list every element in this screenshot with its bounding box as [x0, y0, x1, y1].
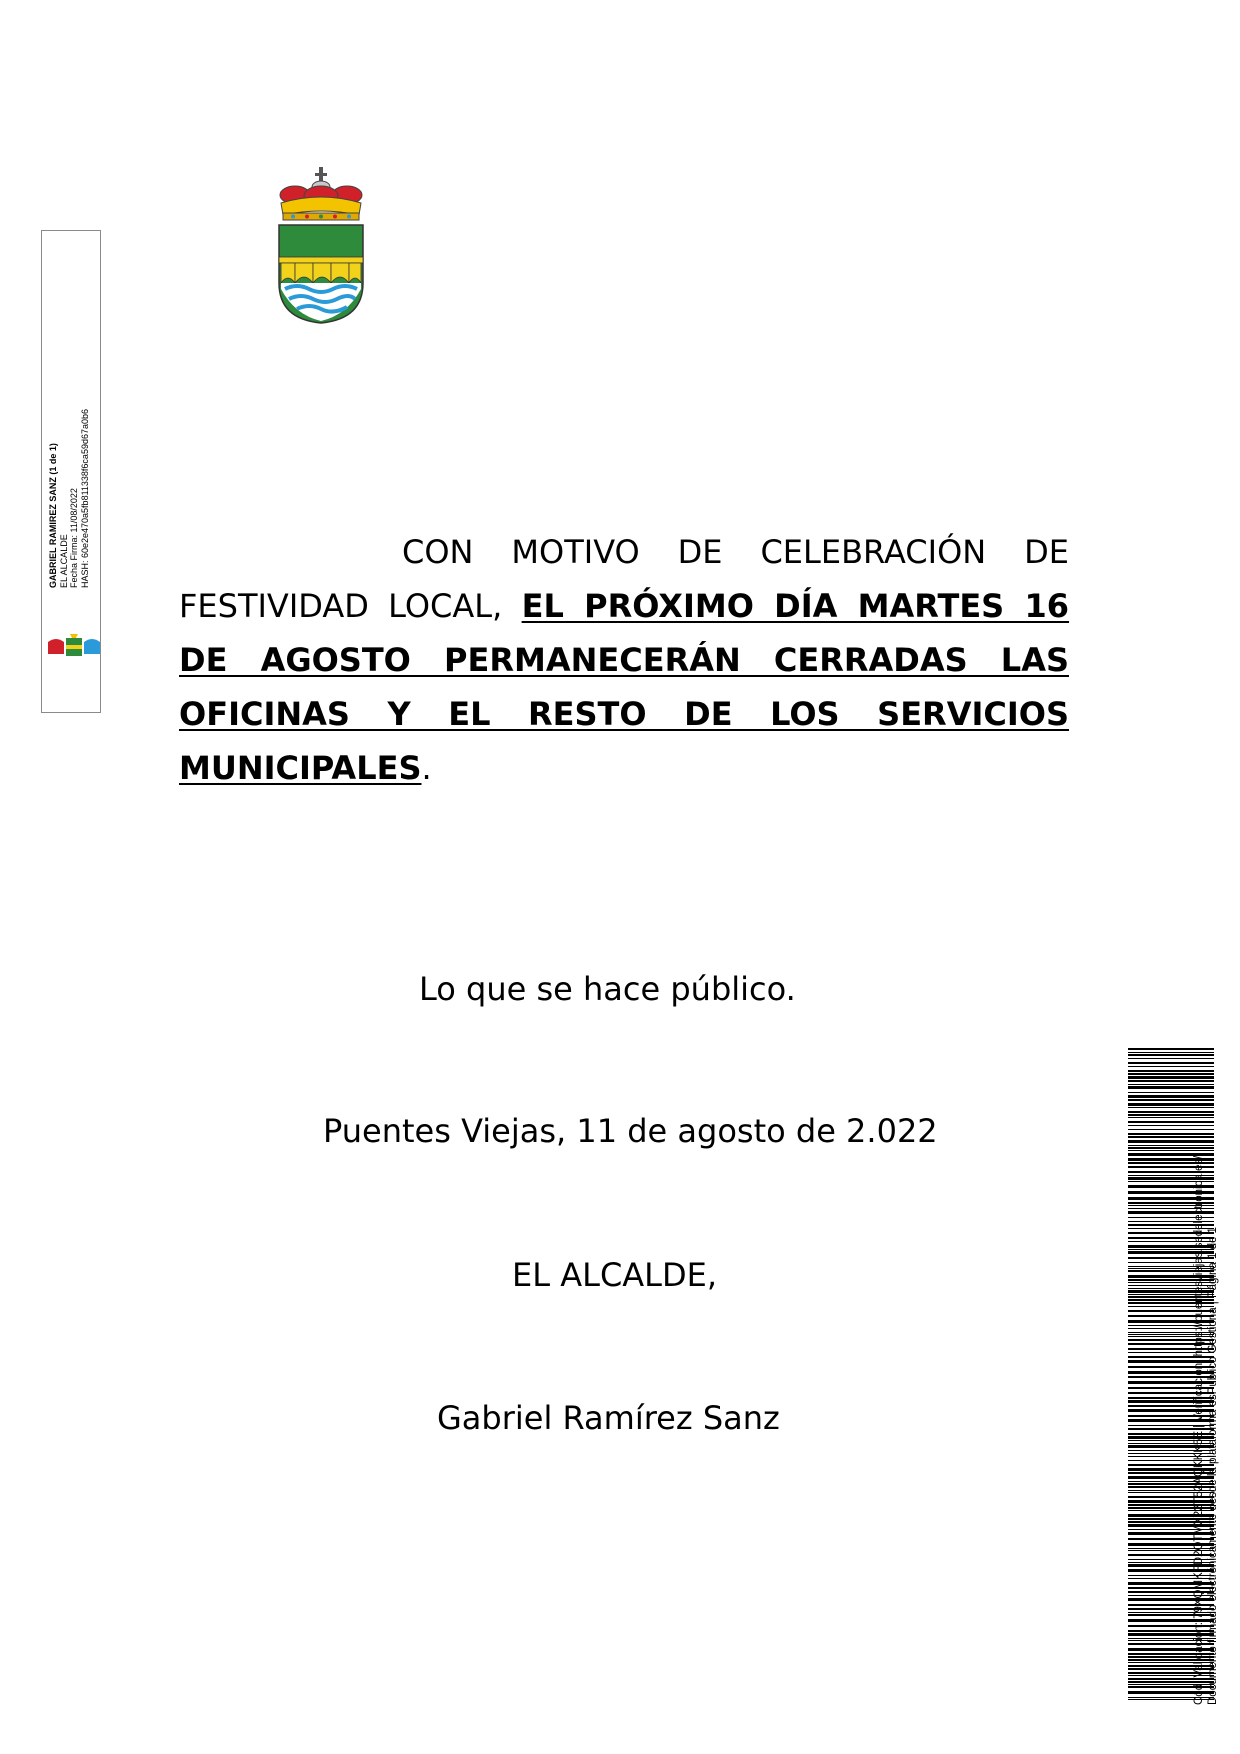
notice-paragraph	[179, 525, 1069, 795]
stamp-logo	[46, 632, 102, 660]
notice-intro: CON MOTIVO DE CELEBRACIÓN DE FESTIVIDAD LOCAL,	[179, 533, 1069, 625]
stamp-date-line: Fecha Firma: 11/08/2022	[69, 488, 79, 588]
small-crest-icon	[48, 634, 100, 656]
closing-line: Lo que se hace público.	[419, 970, 796, 1008]
coat-of-arms-logo	[275, 165, 367, 325]
stamp-signer-line: GABRIEL RAMIREZ SANZ (1 de 1)	[48, 443, 58, 588]
signature-stamp-text	[48, 358, 90, 588]
notice-end: .	[421, 749, 432, 787]
place-date-line: Puentes Viejas, 11 de agosto de 2.022	[323, 1112, 938, 1150]
stamp-role-line: EL ALCALDE	[58, 534, 69, 588]
stamp-hash-line: HASH: 60e2e470a5fb811338f6ca59d67a0b6	[79, 409, 90, 588]
shield-icon	[279, 225, 363, 323]
signer-name: Gabriel Ramírez Sanz	[437, 1399, 780, 1437]
signer-role: EL ALCALDE,	[512, 1256, 718, 1294]
notice-emphasis: EL PRÓXIMO DÍA MARTES 16 DE AGOSTO PERMANECERÁN CERRADAS LAS OFICINAS Y EL RESTO DE LOS SERVICIOS MUNICIPALES	[179, 587, 1070, 787]
validation-text	[1192, 1156, 1220, 1705]
validation-platform-line: Documento firmado electrónicamente desde la plataforma esPublico Gestiona | Página 1 de 1	[1207, 1227, 1219, 1705]
crown-icon	[280, 167, 362, 220]
validation-code-line: Cód. Validación: 79XQMKFD2QTMX22T52AQKKK5E | Verificación: https://puentesviejas.sedelectronica.es/	[1193, 1155, 1205, 1705]
